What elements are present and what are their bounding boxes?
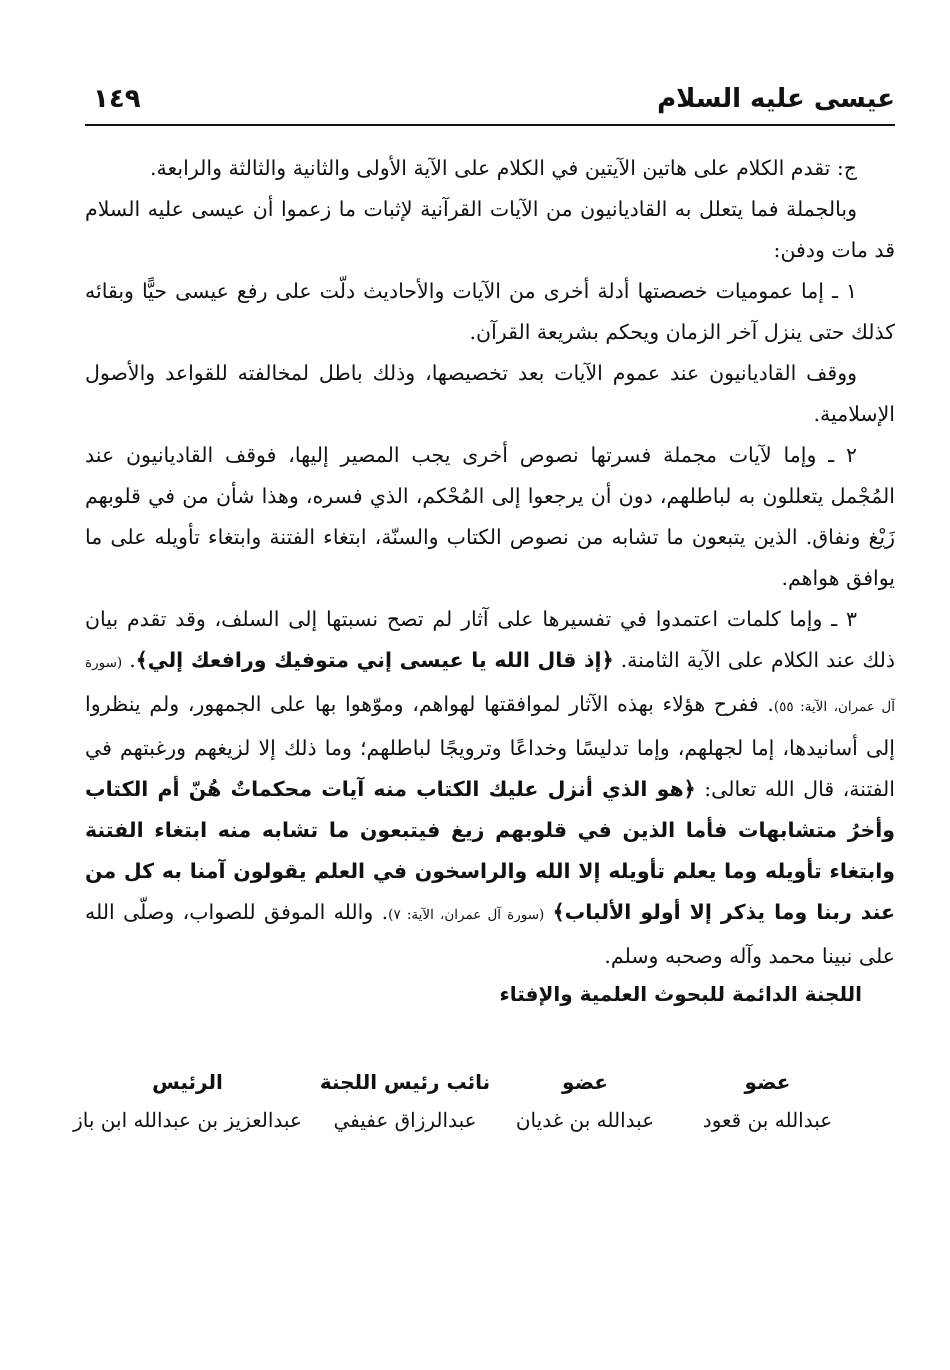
committee-name: اللجنة الدائمة للبحوث العلمية والإفتاء bbox=[499, 982, 862, 1006]
summary-paragraph: وبالجملة فما يتعلل به القاديانيون من الآيات القرآنية لإثبات ما زعموا أن عيسى عليه السلام قد مات ودفن: bbox=[85, 197, 895, 262]
signatory-role: عضو bbox=[744, 1070, 791, 1094]
point-1-paragraph: ١ ـ إما عموميات خصصتها أدلة أخرى من الآيات والأحاديث دلّت على رفع عيسى حيًّا وبقائه كذلك حتى ينزل آخر الزمان ويحكم بشريعة القرآن. bbox=[85, 279, 895, 344]
signatory-member-2 bbox=[490, 1064, 680, 1140]
signatory-role: عضو bbox=[562, 1070, 608, 1094]
quran-verse-1: ﴿إذ قال الله يا عيسى إني متوفيك ورافعك إلي﴾ bbox=[135, 648, 614, 672]
running-title: عيسى عليه السلام bbox=[657, 84, 895, 114]
signatory-name: عبدالله بن غديان bbox=[515, 1108, 655, 1132]
signatory-role: الرئيس bbox=[152, 1070, 223, 1094]
quran-verse-2: ﴿هو الذي أنزل عليك الكتاب منه آيات محكماتٌ هُنّ أم الكتاب وأخرُ متشابهات فأما الذين في قلوبهم زيغ فيتبعون ما تشابه منه ابتغاء الفتنة وابتغاء تأويله وما يعلم تأويله إلا الله والراسخون في العلم يقولون آمنا به كل من عند ربنا وما يذكر إلا أولو الألباب﴾ bbox=[85, 777, 895, 924]
signatory-member-1 bbox=[680, 1064, 855, 1140]
signatory-name: عبدالعزيز بن عبدالله ابن باز bbox=[73, 1108, 302, 1132]
closing-text: . والله الموفق للصواب، وصلّى الله على نبينا محمد وآله وصحبه وسلم. bbox=[85, 900, 895, 968]
body-text bbox=[85, 148, 895, 977]
point-3-intro: ٣ ـ وإما كلمات اعتمدوا في تفسيرها على آثار لم تصح نسبتها إلى السلف، وقد تقدم بيان ذلك عند الكلام على الآية الثامنة. bbox=[85, 607, 895, 672]
point-2-paragraph: ٢ ـ وإما لآيات مجملة فسرتها نصوص أخرى يجب المصير إليها، فوقف القاديانيون عند المُجْمل يتعللون به لباطلهم، دون أن يرجعوا إلى المُحْكم، الذي فسره، وهذا شأن من في قلوبهم زَيْغ ونفاق. الذين يتبعون ما تشابه من نصوص الكتاب والسنّة، ابتغاء الفتنة وابتغاء تأويله على ما يوافق هواهم. bbox=[85, 443, 895, 590]
verse-1-citation: (سورة آل عمران، الآية: ٥٥) bbox=[85, 655, 895, 715]
point-3-middle: . ففرح هؤلاء بهذه الآثار لموافقتها لهواهم، وموّهوا بها على الجمهور، ولم ينظروا إلى أسانيدها، إما لجهلهم، وإما تدليسًا وخداعًا وترويجًا لباطلهم؛ وما ذلك إلا لزيغهم ورغبتهم في الفتنة، قال الله تعالى: bbox=[85, 692, 895, 801]
point-1-note-paragraph: ووقف القاديانيون عند عموم الآيات بعد تخصيصها، وذلك باطل لمخالفته للقواعد والأصول الإسلامية. bbox=[85, 361, 895, 426]
point-3-paragraph bbox=[85, 599, 895, 977]
page-number: ١٤٩ bbox=[93, 84, 141, 114]
verse-1-dot: . bbox=[129, 648, 136, 672]
signatory-name: عبدالرزاق عفيفي bbox=[333, 1108, 477, 1132]
signatory-chairman bbox=[55, 1064, 320, 1140]
verse-2-citation: (سورة آل عمران، الآية: ٧) bbox=[388, 907, 545, 923]
signatory-role: نائب رئيس اللجنة bbox=[319, 1070, 491, 1094]
signatory-vice-chairman bbox=[300, 1064, 510, 1140]
answer-paragraph: ج: تقدم الكلام على هاتين الآيتين في الكلام على الآية الأولى والثانية والثالثة والرابعة. bbox=[150, 156, 857, 180]
signatory-name: عبدالله بن قعود bbox=[702, 1108, 833, 1132]
page-header bbox=[85, 84, 895, 126]
